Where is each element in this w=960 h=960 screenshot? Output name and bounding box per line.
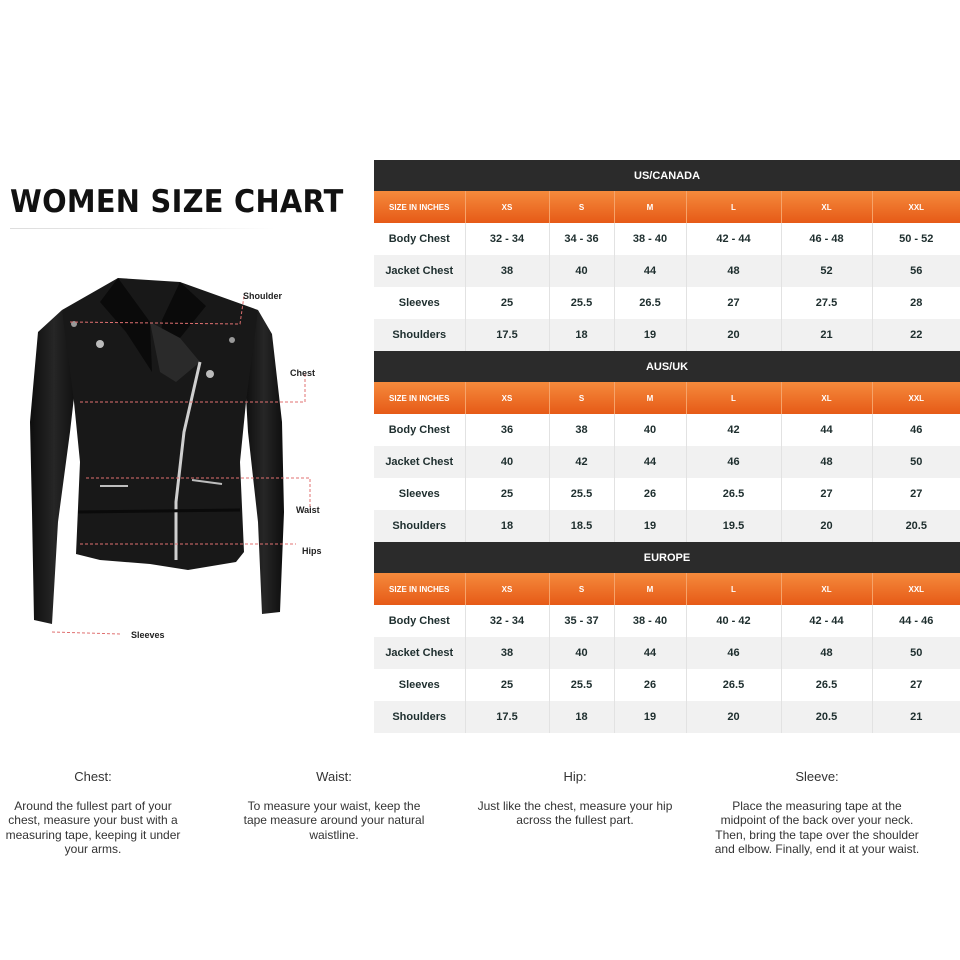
row-label: Shoulders bbox=[374, 319, 465, 351]
table-cell: 20.5 bbox=[781, 701, 872, 733]
table-cell: 42 bbox=[549, 446, 614, 478]
table-cell: 26.5 bbox=[686, 478, 781, 510]
table-cell: 40 bbox=[549, 637, 614, 669]
table-cell: 32 - 34 bbox=[465, 605, 549, 637]
table-row bbox=[374, 287, 960, 319]
table-cell: 25.5 bbox=[549, 669, 614, 701]
table-cell: 18.5 bbox=[549, 510, 614, 542]
size-header-cell: XXL bbox=[872, 191, 960, 223]
table-row bbox=[374, 319, 960, 351]
size-chart-table bbox=[374, 160, 960, 733]
table-cell: 20 bbox=[781, 510, 872, 542]
table-cell: 56 bbox=[872, 255, 960, 287]
row-label: Sleeves bbox=[398, 488, 440, 500]
table-cell: 26.5 bbox=[686, 669, 781, 701]
table-cell: 19 bbox=[614, 319, 686, 351]
region-name: US/CANADA bbox=[374, 160, 960, 191]
table-cell: 32 - 34 bbox=[465, 223, 549, 255]
table-cell: 27 bbox=[872, 478, 960, 510]
table-cell: 19 bbox=[614, 701, 686, 733]
table-cell: 17.5 bbox=[465, 319, 549, 351]
table-cell: 40 bbox=[465, 446, 549, 478]
size-header-label: SIZE IN INCHES bbox=[374, 573, 465, 605]
table-cell: 25.5 bbox=[549, 478, 614, 510]
table-cell: 19.5 bbox=[686, 510, 781, 542]
size-header-cell: XXL bbox=[872, 573, 960, 605]
table-cell: 26.5 bbox=[614, 287, 686, 319]
size-header-cell: S bbox=[549, 573, 614, 605]
table-cell: 40 bbox=[614, 414, 686, 446]
table-cell: 28 bbox=[872, 287, 960, 319]
tip-heading: Sleeve: bbox=[795, 769, 839, 784]
table-cell: 27 bbox=[686, 287, 781, 319]
table-cell: 48 bbox=[781, 637, 872, 669]
tip-sleeve bbox=[712, 770, 922, 857]
table-cell: 20.5 bbox=[872, 510, 960, 542]
chest-label: Chest bbox=[290, 368, 316, 378]
table-cell: 46 bbox=[686, 446, 781, 478]
size-header-cell: M bbox=[614, 191, 686, 223]
table-cell: 25 bbox=[465, 669, 549, 701]
row-label: Body Chest bbox=[388, 615, 450, 627]
row-label: Jacket Chest bbox=[374, 446, 465, 478]
table-cell: 44 bbox=[614, 637, 686, 669]
table-cell: 27 bbox=[872, 669, 960, 701]
table-cell: 40 bbox=[549, 255, 614, 287]
size-header-cell: L bbox=[686, 382, 781, 414]
table-cell: 35 - 37 bbox=[549, 605, 614, 637]
table-cell: 50 bbox=[872, 637, 960, 669]
table-cell: 26.5 bbox=[781, 669, 872, 701]
table-row bbox=[374, 255, 960, 287]
table-cell: 38 - 40 bbox=[614, 223, 686, 255]
row-label: Sleeves bbox=[398, 679, 440, 691]
table-cell: 18 bbox=[465, 510, 549, 542]
table-cell: 26 bbox=[614, 478, 686, 510]
tip-text: To measure your waist, keep the tape measure around your natural waistline. bbox=[243, 798, 425, 842]
table-cell: 52 bbox=[781, 255, 872, 287]
table-cell: 48 bbox=[686, 255, 781, 287]
size-header-cell: XL bbox=[781, 191, 872, 223]
table-cell: 38 - 40 bbox=[614, 605, 686, 637]
table-cell: 21 bbox=[781, 319, 872, 351]
table-row bbox=[374, 637, 960, 669]
size-header-cell: S bbox=[549, 191, 614, 223]
table-cell: 25 bbox=[465, 287, 549, 319]
table-cell: 50 - 52 bbox=[872, 223, 960, 255]
size-header-cell: XL bbox=[781, 382, 872, 414]
table-cell: 17.5 bbox=[465, 701, 549, 733]
table-cell: 27.5 bbox=[781, 287, 872, 319]
table-cell: 50 bbox=[872, 446, 960, 478]
region-header-row bbox=[374, 160, 960, 191]
size-header-cell: XL bbox=[781, 573, 872, 605]
row-label: Jacket Chest bbox=[374, 255, 465, 287]
table-cell: 42 - 44 bbox=[686, 223, 781, 255]
table-cell: 46 bbox=[872, 414, 960, 446]
table-cell: 25.5 bbox=[549, 287, 614, 319]
table-row bbox=[374, 446, 960, 478]
table-row bbox=[374, 414, 960, 446]
table-row bbox=[374, 223, 960, 255]
tip-heading: Waist: bbox=[316, 769, 352, 784]
size-header-label: SIZE IN INCHES bbox=[374, 191, 465, 223]
row-label: Jacket Chest bbox=[374, 637, 465, 669]
region-header-row bbox=[374, 542, 960, 573]
table-cell: 44 - 46 bbox=[872, 605, 960, 637]
tip-heading: Chest: bbox=[74, 769, 112, 784]
table-cell: 44 bbox=[614, 255, 686, 287]
table-cell: 22 bbox=[872, 319, 960, 351]
size-header-cell: L bbox=[686, 191, 781, 223]
table-row bbox=[374, 701, 960, 733]
size-header-cell: XS bbox=[465, 191, 549, 223]
tip-waist bbox=[238, 770, 430, 842]
size-header-cell: M bbox=[614, 573, 686, 605]
table-cell: 38 bbox=[465, 637, 549, 669]
table-cell: 19 bbox=[614, 510, 686, 542]
table-cell: 26 bbox=[614, 669, 686, 701]
row-label: Shoulders bbox=[374, 701, 465, 733]
region-header-row bbox=[374, 351, 960, 382]
table-cell: 48 bbox=[781, 446, 872, 478]
row-label: Shoulders bbox=[374, 510, 465, 542]
size-header-cell: XS bbox=[465, 573, 549, 605]
size-header-row bbox=[374, 573, 960, 605]
size-header-cell: M bbox=[614, 382, 686, 414]
table-cell: 42 bbox=[686, 414, 781, 446]
table-cell: 44 bbox=[614, 446, 686, 478]
table-cell: 18 bbox=[549, 701, 614, 733]
table-cell: 42 - 44 bbox=[781, 605, 872, 637]
table-cell: 38 bbox=[465, 255, 549, 287]
table-row bbox=[374, 510, 960, 542]
table-row bbox=[374, 478, 960, 510]
table-cell: 44 bbox=[781, 414, 872, 446]
tip-text: Just like the chest, measure your hip across the fullest part. bbox=[477, 798, 673, 827]
shoulder-label: Shoulder bbox=[243, 291, 283, 301]
waist-label: Waist bbox=[296, 505, 320, 515]
table-cell: 21 bbox=[872, 701, 960, 733]
table-cell: 20 bbox=[686, 701, 781, 733]
table-cell: 25 bbox=[465, 478, 549, 510]
region-name: EUROPE bbox=[374, 542, 960, 573]
table-cell: 36 bbox=[465, 414, 549, 446]
row-label: Body Chest bbox=[388, 424, 450, 436]
size-header-cell: S bbox=[549, 382, 614, 414]
tip-hip bbox=[472, 770, 678, 828]
tip-heading: Hip: bbox=[563, 769, 587, 784]
leather-jacket-image bbox=[0, 262, 340, 652]
tip-chest bbox=[0, 770, 186, 857]
table-cell: 38 bbox=[549, 414, 614, 446]
table-row bbox=[374, 669, 960, 701]
row-label: Body Chest bbox=[388, 233, 450, 245]
table-cell: 20 bbox=[686, 319, 781, 351]
size-header-label: SIZE IN INCHES bbox=[374, 382, 465, 414]
size-header-row bbox=[374, 382, 960, 414]
size-header-cell: XS bbox=[465, 382, 549, 414]
table-cell: 46 - 48 bbox=[781, 223, 872, 255]
page-title: WOMEN SIZE CHART bbox=[10, 184, 344, 220]
table-row bbox=[374, 605, 960, 637]
table-cell: 40 - 42 bbox=[686, 605, 781, 637]
size-header-cell: L bbox=[686, 573, 781, 605]
table-cell: 18 bbox=[549, 319, 614, 351]
tip-text: Place the measuring tape at the midpoint of the back over your neck. Then, bring the tape over the shoulder and elbow. Finally, end it at your waist. bbox=[714, 798, 920, 856]
size-header-cell: XXL bbox=[872, 382, 960, 414]
table-cell: 27 bbox=[781, 478, 872, 510]
row-label: Sleeves bbox=[398, 297, 440, 309]
table-cell: 34 - 36 bbox=[549, 223, 614, 255]
tip-text: Around the fullest part of your chest, measure your bust with a measuring tape, keeping it under your arms. bbox=[5, 798, 181, 856]
region-name: AUS/UK bbox=[374, 351, 960, 382]
title-divider bbox=[10, 228, 275, 229]
hips-label: Hips bbox=[302, 546, 322, 556]
size-header-row bbox=[374, 191, 960, 223]
table-cell: 46 bbox=[686, 637, 781, 669]
sleeves-label: Sleeves bbox=[131, 630, 165, 640]
